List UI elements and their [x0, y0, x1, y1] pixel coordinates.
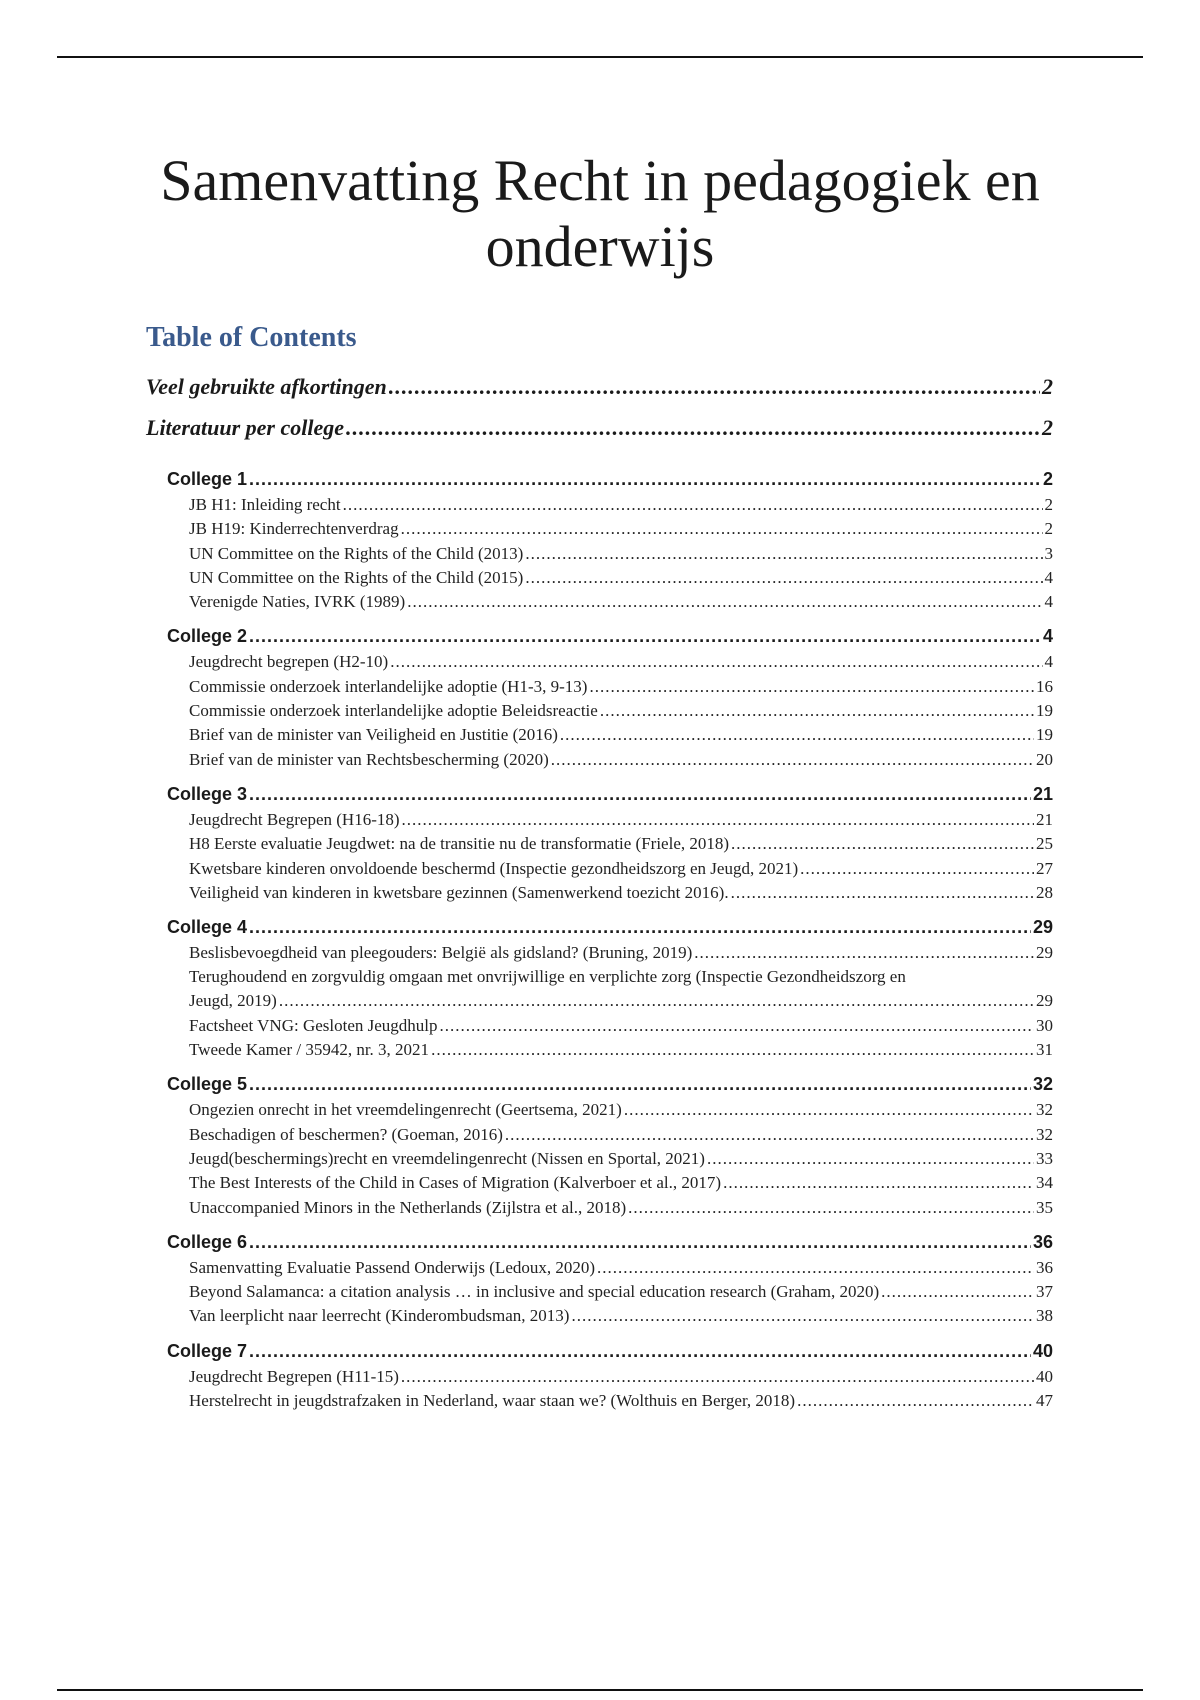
- toc-item-entry[interactable]: [146, 1171, 1053, 1195]
- toc-entry-title: College 4: [167, 917, 248, 938]
- toc-entry-page: 31: [1036, 1040, 1053, 1060]
- toc-entry-title: Factsheet VNG: Gesloten Jeugdhulp: [189, 1015, 438, 1035]
- toc-entry-title: Veel gebruikte afkortingen: [146, 374, 387, 399]
- toc-item-wrapped[interactable]: [146, 965, 1053, 1013]
- dot-leader: [560, 723, 1034, 747]
- toc-entry-page: 25: [1036, 834, 1053, 854]
- toc-item-entry[interactable]: [146, 1389, 1053, 1413]
- toc-item-entry[interactable]: [146, 590, 1053, 614]
- toc-heading: Table of Contents: [146, 322, 357, 353]
- toc-entry-title: Commissie onderzoek interlandelijke adoptie (H1-3, 9-13): [189, 676, 588, 696]
- dot-leader: [624, 1098, 1034, 1122]
- dot-leader: [628, 1196, 1034, 1220]
- toc-entry-title: Jeugd(beschermings)recht en vreemdelingenrecht (Nissen en Sportal, 2021): [189, 1148, 705, 1168]
- toc-entry-title: Commissie onderzoek interlandelijke adoptie Beleidsreactie: [189, 701, 598, 721]
- dot-leader: [440, 1014, 1034, 1038]
- toc-college-entry[interactable]: [146, 467, 1053, 493]
- toc-entry-title-line1: Terughoudend en zorgvuldig omgaan met onvrijwillige en verplichte zorg (Inspectie Gezondheidszorg en: [189, 967, 906, 987]
- dot-leader: [571, 1304, 1034, 1328]
- toc-entry-page: 29: [1036, 991, 1053, 1011]
- dot-leader: [249, 1339, 1031, 1363]
- toc-entry-title: JB H19: Kinderrechtenverdrag: [189, 519, 399, 539]
- toc-item-entry[interactable]: [146, 1256, 1053, 1280]
- toc-item-entry[interactable]: [146, 493, 1053, 517]
- dot-leader: [551, 748, 1034, 772]
- toc-entry-page: 4: [1044, 592, 1053, 612]
- dot-leader: [249, 782, 1031, 806]
- dot-leader: [505, 1123, 1034, 1147]
- toc-entry-title: College 2: [167, 626, 248, 647]
- toc-top-entry[interactable]: [146, 416, 1053, 457]
- dot-leader: [707, 1147, 1034, 1171]
- toc-entry-page: 34: [1036, 1173, 1053, 1193]
- toc-entry-title: The Best Interests of the Child in Cases of Migration (Kalverboer et al., 2017): [189, 1173, 722, 1193]
- dot-leader: [401, 1365, 1034, 1389]
- toc-item-entry[interactable]: [146, 857, 1053, 881]
- dot-leader: [346, 416, 1040, 440]
- toc-entry-page: 2: [1042, 469, 1053, 489]
- toc-entry-title: Samenvatting Evaluatie Passend Onderwijs (Ledoux, 2020): [189, 1257, 596, 1277]
- dot-leader: [800, 857, 1034, 881]
- toc-entry-page: 33: [1036, 1148, 1053, 1168]
- toc-entry-title: Brief van de minister van Rechtsbescherming (2020): [189, 749, 549, 769]
- toc-entry-page: 32: [1036, 1124, 1053, 1144]
- dot-leader: [249, 624, 1041, 648]
- toc-entry-title: Beschadigen of beschermen? (Goeman, 2016): [189, 1124, 503, 1144]
- toc-item-entry[interactable]: [146, 1365, 1053, 1389]
- dot-leader: [249, 915, 1031, 939]
- toc-item-entry[interactable]: [146, 808, 1053, 832]
- toc-entry-page: 2: [1044, 519, 1053, 539]
- toc-entry-title: Beslisbevoegdheid van pleegouders: België als gidsland? (Bruning, 2019): [189, 943, 693, 963]
- footer-rule: [57, 1689, 1143, 1691]
- toc-college-entry[interactable]: [146, 1339, 1053, 1365]
- toc-item-entry[interactable]: [146, 566, 1053, 590]
- toc-college-entry[interactable]: [146, 782, 1053, 808]
- toc-item-entry[interactable]: [146, 1304, 1053, 1328]
- toc-entry-page: 36: [1036, 1257, 1053, 1277]
- toc-entry-title: Tweede Kamer / 35942, nr. 3, 2021: [189, 1040, 430, 1060]
- toc-entry-page: 4: [1044, 567, 1053, 587]
- toc-entry-page: 19: [1036, 701, 1053, 721]
- dot-leader: [589, 675, 1034, 699]
- toc-item-entry[interactable]: [146, 1098, 1053, 1122]
- dot-leader: [431, 1038, 1034, 1062]
- dot-leader: [402, 808, 1034, 832]
- toc-entry-title: College 1: [167, 469, 248, 489]
- toc-entry-title: JB H1: Inleiding recht: [189, 495, 341, 514]
- dot-leader: [401, 517, 1043, 541]
- dot-leader: [407, 590, 1042, 614]
- dot-leader: [600, 699, 1034, 723]
- toc-entry-page: 37: [1036, 1282, 1053, 1302]
- toc-entry-page: 2: [1042, 374, 1053, 399]
- toc-entry-title: Herstelrecht in jeugdstrafzaken in Nederland, waar staan we? (Wolthuis en Berger, 2018): [189, 1391, 796, 1411]
- toc-entry-title: College 6: [167, 1231, 248, 1252]
- toc-entry-page: 40: [1032, 1340, 1053, 1361]
- dot-leader: [390, 650, 1042, 674]
- toc-entry-page: 21: [1032, 783, 1053, 804]
- toc-item-entry[interactable]: [146, 989, 1053, 1013]
- toc-top-entry[interactable]: [146, 375, 1053, 416]
- toc-entry-page: 30: [1036, 1015, 1053, 1035]
- toc-entry-page: 4: [1042, 626, 1053, 647]
- toc-item-entry[interactable]: [146, 1014, 1053, 1038]
- toc-college-entry[interactable]: [146, 1072, 1053, 1098]
- toc-entry-page: 4: [1044, 652, 1053, 672]
- toc-college-entry[interactable]: [146, 915, 1053, 941]
- toc-item-entry[interactable]: [146, 1280, 1053, 1304]
- toc-college-entry[interactable]: [146, 624, 1053, 650]
- header-rule: [57, 56, 1143, 58]
- toc-entry-page: 47: [1036, 1391, 1053, 1411]
- toc-entry-title: Literatuur per college: [146, 415, 344, 440]
- dot-leader: [525, 542, 1042, 566]
- table-of-contents: [146, 375, 1053, 1413]
- toc-entry-page: 19: [1036, 725, 1053, 745]
- toc-entry-title: Kwetsbare kinderen onvoldoende beschermd (Inspectie gezondheidszorg en Jeugd, 2021): [189, 858, 799, 878]
- toc-entry-title: Veiligheid van kinderen in kwetsbare gezinnen (Samenwerkend toezicht 2016).: [189, 882, 729, 902]
- dot-leader: [723, 1171, 1034, 1195]
- toc-item-entry[interactable]: [146, 1038, 1053, 1062]
- toc-entry-page: 32: [1036, 1100, 1053, 1120]
- toc-entry-title: Beyond Salamanca: a citation analysis … in inclusive and special education research (Graham, 2020): [189, 1282, 880, 1302]
- toc-item-entry[interactable]: [146, 881, 1053, 905]
- dot-leader: [881, 1280, 1034, 1304]
- toc-entry-title: UN Committee on the Rights of the Child (2013): [189, 543, 524, 563]
- toc-entry-page: 16: [1036, 676, 1053, 696]
- toc-item-entry[interactable]: [146, 650, 1053, 674]
- toc-item-entry[interactable]: [146, 723, 1053, 747]
- toc-entry-page: 32: [1032, 1074, 1053, 1095]
- toc-entry-title: Van leerplicht naar leerrecht (Kinderombudsman, 2013): [189, 1306, 570, 1326]
- toc-entry-page: 28: [1036, 882, 1053, 902]
- toc-entry-title: H8 Eerste evaluatie Jeugdwet: na de transitie nu de transformatie (Friele, 2018): [189, 834, 730, 854]
- toc-item-entry[interactable]: [146, 1196, 1053, 1220]
- toc-entry-title: Ongezien onrecht in het vreemdelingenrecht (Geertsema, 2021): [189, 1100, 622, 1120]
- toc-entry-title: Unaccompanied Minors in the Netherlands (Zijlstra et al., 2018): [189, 1197, 627, 1217]
- toc-entry-page: 21: [1036, 809, 1053, 829]
- toc-item-entry[interactable]: [146, 699, 1053, 723]
- toc-entry-page: 29: [1032, 917, 1053, 938]
- toc-entry-title: Brief van de minister van Veiligheid en Justitie (2016): [189, 725, 558, 745]
- toc-item-entry[interactable]: [146, 748, 1053, 772]
- toc-entry-title: Jeugd, 2019): [189, 991, 277, 1011]
- dot-leader: [797, 1389, 1034, 1413]
- toc-entry-title: College 7: [167, 1340, 248, 1361]
- toc-entry-title: UN Committee on the Rights of the Child (2015): [189, 567, 524, 587]
- toc-entry-page: 29: [1036, 943, 1053, 963]
- dot-leader: [343, 493, 1043, 517]
- toc-college-entry[interactable]: [146, 1230, 1053, 1256]
- toc-entry-title: Verenigde Naties, IVRK (1989): [189, 592, 406, 612]
- toc-entry-page: 40: [1036, 1366, 1053, 1386]
- dot-leader: [279, 989, 1034, 1013]
- toc-item-entry[interactable]: [146, 1123, 1053, 1147]
- toc-item-entry[interactable]: [146, 517, 1053, 541]
- dot-leader: [731, 881, 1034, 905]
- toc-entry-title: Jeugdrecht Begrepen (H16-18): [189, 809, 400, 829]
- toc-entry-page: 38: [1036, 1306, 1053, 1326]
- toc-entry-page: 3: [1044, 543, 1053, 563]
- dot-leader: [389, 375, 1040, 399]
- toc-entry-title: Jeugdrecht begrepen (H2-10): [189, 652, 389, 672]
- toc-item-entry[interactable]: [146, 542, 1053, 566]
- dot-leader: [249, 1230, 1031, 1254]
- toc-item-entry[interactable]: [146, 1147, 1053, 1171]
- dot-leader: [525, 566, 1042, 590]
- toc-entry-page: 20: [1036, 749, 1053, 769]
- document-title: Samenvatting Recht in pedagogiek en onderwijs: [160, 148, 1040, 279]
- toc-item-entry[interactable]: [146, 832, 1053, 856]
- toc-entry-title: College 5: [167, 1074, 248, 1095]
- toc-item-entry[interactable]: [146, 941, 1053, 965]
- toc-entry-title: College 3: [167, 783, 248, 804]
- dot-leader: [731, 832, 1034, 856]
- dot-leader: [597, 1256, 1034, 1280]
- toc-entry-page: 2: [1044, 495, 1053, 514]
- dot-leader: [249, 1072, 1031, 1096]
- toc-entry-title: Jeugdrecht Begrepen (H11-15): [189, 1366, 399, 1386]
- toc-entry-page: 35: [1036, 1197, 1053, 1217]
- toc-item-entry[interactable]: [146, 675, 1053, 699]
- toc-entry-page: 36: [1032, 1231, 1053, 1252]
- dot-leader: [249, 467, 1041, 491]
- toc-entry-page: 27: [1036, 858, 1053, 878]
- toc-entry-page: 2: [1042, 415, 1053, 440]
- dot-leader: [694, 941, 1034, 965]
